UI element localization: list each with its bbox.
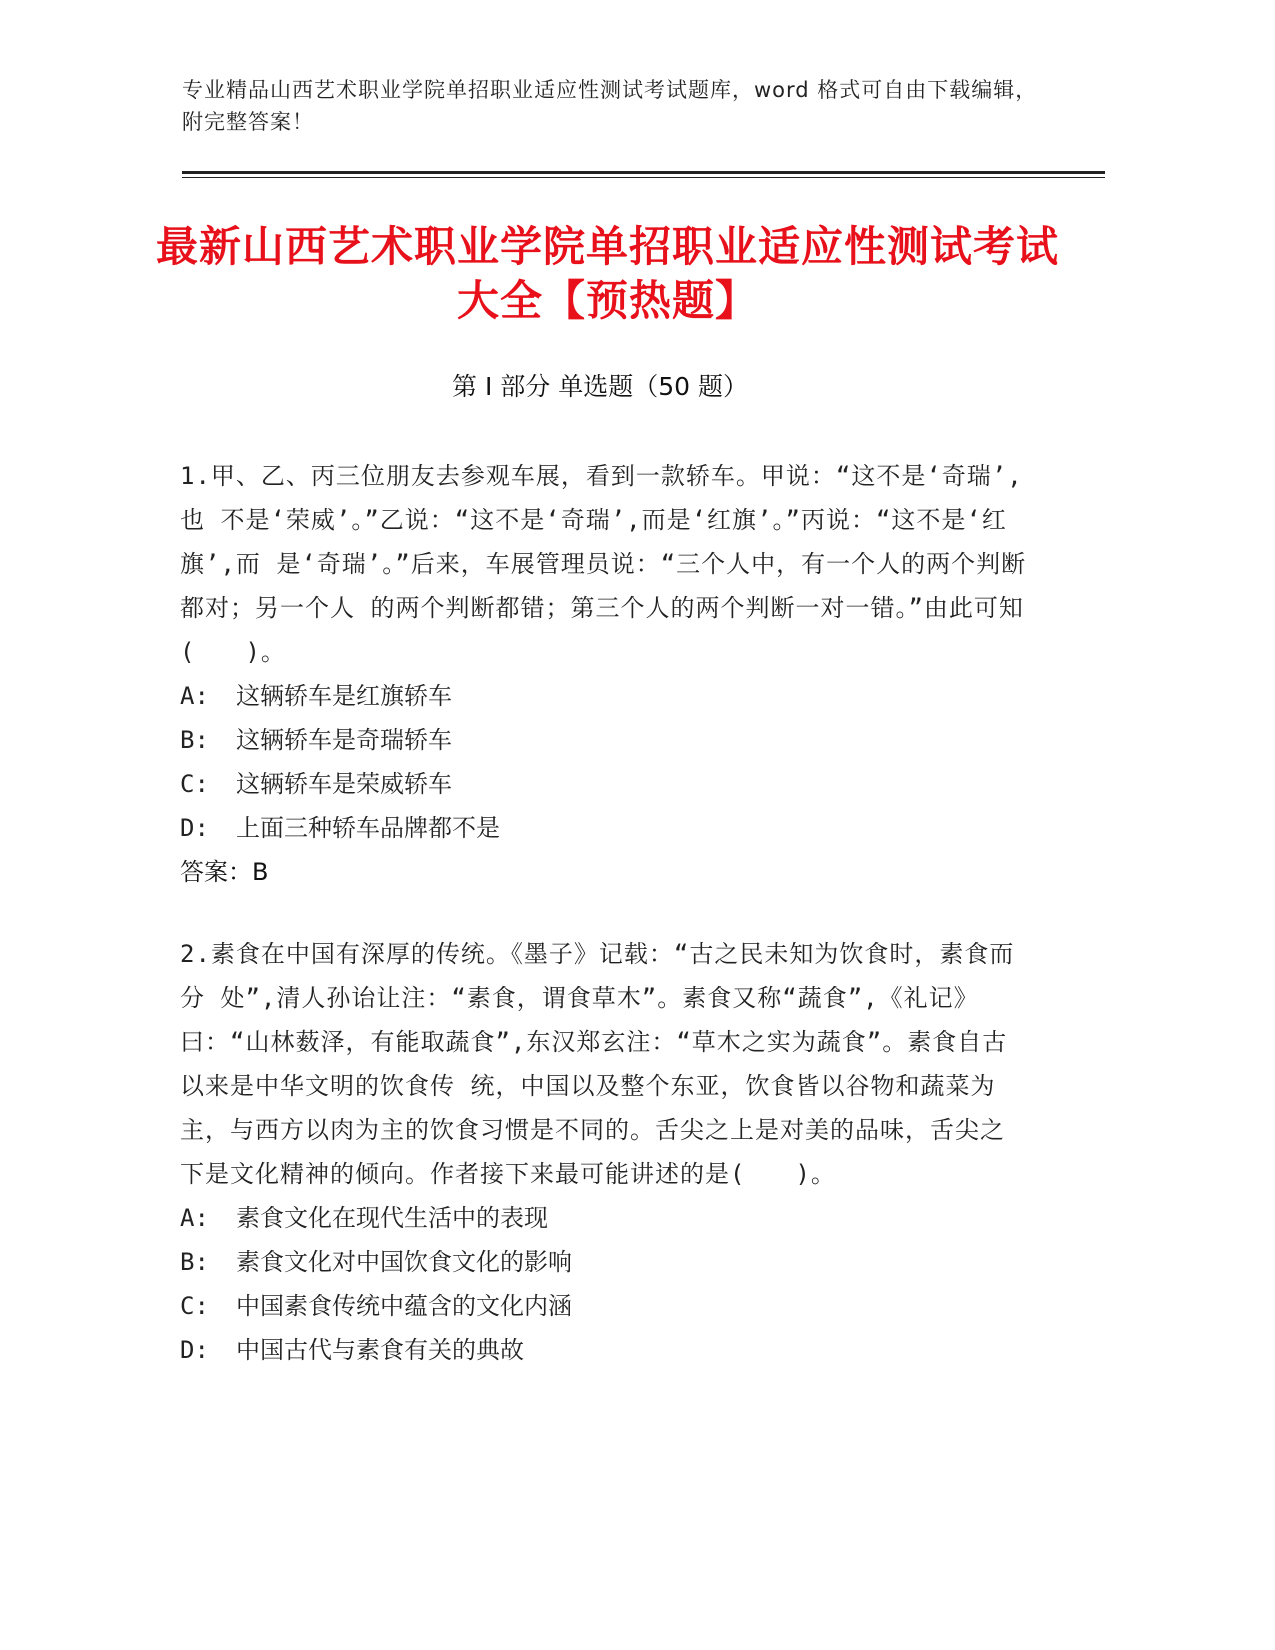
option-key: B: (180, 726, 209, 754)
header-divider-thin (182, 177, 1105, 178)
option-text: 这辆轿车是红旗轿车 (236, 682, 452, 710)
section-heading: 第 I 部分 单选题（50 题） (452, 372, 748, 401)
option-text: 素食文化在现代生活中的表现 (236, 1204, 548, 1232)
option-b (180, 1240, 1028, 1284)
option-text: 这辆轿车是奇瑞轿车 (236, 726, 452, 754)
header-note: 专业精品山西艺术职业学院单招职业适应性测试考试题库，word 格式可自由下载编辑，附完整答案！ (182, 78, 1038, 134)
question-1 (180, 454, 1028, 894)
option-key: D: (180, 1336, 209, 1364)
option-a (180, 1196, 1028, 1240)
option-key: A: (180, 1204, 209, 1232)
option-key: A: (180, 682, 209, 710)
option-key: B: (180, 1248, 209, 1276)
option-c (180, 762, 1028, 806)
option-b (180, 718, 1028, 762)
answer-line: 答案：B (180, 858, 269, 886)
option-c (180, 1284, 1028, 1328)
question-stem: 1.甲、乙、丙三位朋友去参观车展，看到一款轿车。甲说：“这不是‘奇瑞’,也 不是‘荣威’。”乙说：“这不是‘奇瑞’,而是‘红旗’。”丙说：“这不是‘红旗’,而 是‘奇瑞’。”后来，车展管理员说：“三个人中，有一个人的两个判断都对；另一个人 的两个判断都错；第三个人的两个判断一对一错。”由此可知( )。 (180, 462, 1027, 666)
header-divider-thick (182, 171, 1105, 174)
option-d (180, 1328, 1028, 1372)
option-text: 中国素食传统中蕴含的文化内涵 (236, 1292, 572, 1320)
option-text: 上面三种轿车品牌都不是 (236, 814, 500, 842)
option-text: 素食文化对中国饮食文化的影响 (236, 1248, 572, 1276)
question-stem: 2.素食在中国有深厚的传统。《墨子》记载：“古之民未知为饮食时，素食而分 处”,清人孙诒让注：“素食，谓食草木”。素食又称“蔬食”,《礼记》曰：“山林薮泽，有能取蔬食”,东汉郑玄注：“草木之实为蔬食”。素食自古以来是中华文明的饮食传 统，中国以及整个东亚，饮食皆以谷物和蔬菜为主，与西方以肉为主的饮食习惯是不同的。舌尖之上是对美的品味，舌尖之下是文化精神的倾向。作者接下来最可能讲述的是( )。 (180, 940, 1015, 1188)
option-text: 中国古代与素食有关的典故 (236, 1336, 524, 1364)
question-2 (180, 932, 1028, 1372)
option-text: 这辆轿车是荣威轿车 (236, 770, 452, 798)
option-key: D: (180, 814, 209, 842)
option-d (180, 806, 1028, 850)
option-key: C: (180, 770, 209, 798)
option-key: C: (180, 1292, 209, 1320)
document-title: 最新山西艺术职业学院单招职业适应性测试考试大全【预热题】 (155, 222, 1059, 325)
option-a (180, 674, 1028, 718)
